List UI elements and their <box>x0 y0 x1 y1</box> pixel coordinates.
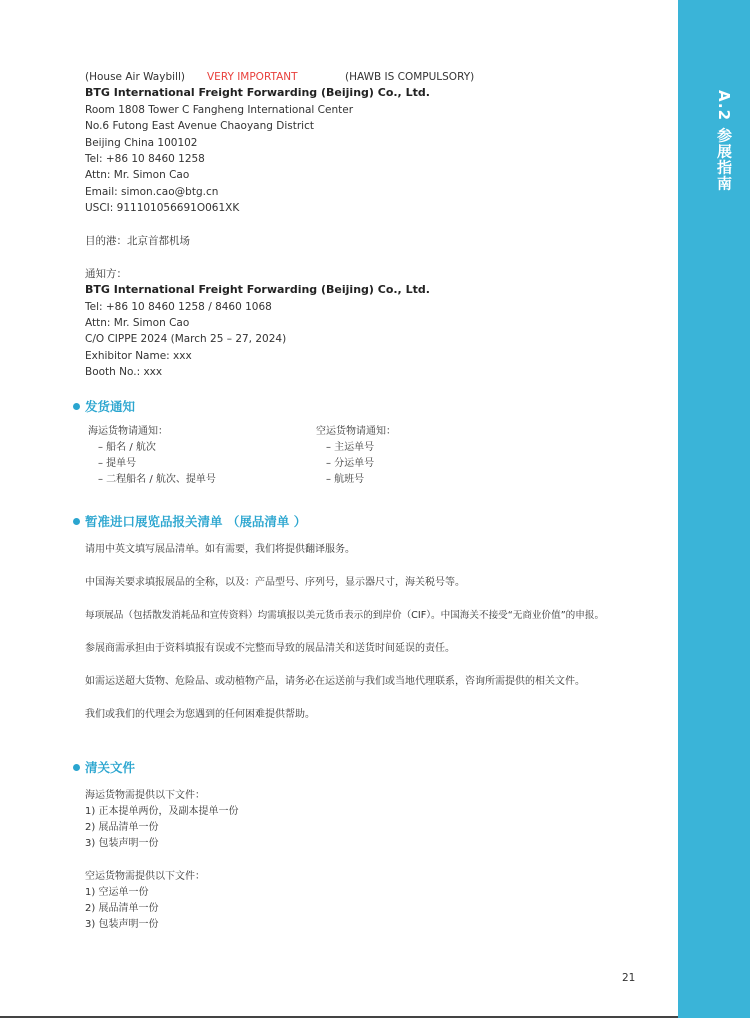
section-title-text: 发货通知 <box>85 399 136 414</box>
notify-line: Attn: Mr. Simon Cao <box>85 317 190 330</box>
list-item: – 提单号 <box>98 458 137 469</box>
bullet-icon <box>73 764 80 771</box>
customs-paragraphs <box>85 542 665 723</box>
notify-line: C/O CIPPE 2024 (March 25 – 27, 2024) <box>85 333 287 346</box>
paragraph: 中国海关要求填报展品的全称，以及：产品型号、序列号，显示器尺寸，海关税号等。 <box>85 577 465 588</box>
list-item: – 船名 / 航次 <box>98 442 156 453</box>
address-line: No.6 Futong East Avenue Chaoyang District <box>85 120 314 133</box>
phone-line: Tel: +86 10 8460 1258 <box>85 152 205 165</box>
attn-line: Attn: Mr. Simon Cao <box>85 169 190 182</box>
notify-company: BTG International Freight Forwarding (Beijing) Co., Ltd. <box>85 283 430 297</box>
list-item: 3) 包装声明一份 <box>85 838 159 849</box>
compulsory-label: (HAWB IS COMPULSORY) <box>345 71 475 83</box>
list-item: 1) 空运单一份 <box>85 887 149 898</box>
sea-notice-list <box>88 424 216 488</box>
clearance-docs-list <box>85 788 238 933</box>
list-item: 2) 展品清单一份 <box>85 822 159 833</box>
notify-line: Tel: +86 10 8460 1258 / 8460 1068 <box>85 300 272 313</box>
section-title-clearance-docs <box>73 759 135 777</box>
air-docs-heading: 空运货物需提供以下文件： <box>85 871 205 882</box>
paragraph: 请用中英文填写展品清单。如有需要，我们将提供翻译服务。 <box>85 544 355 555</box>
list-item: – 航班号 <box>326 474 365 485</box>
sea-notice-heading: 海运货物请通知： <box>88 426 168 437</box>
email-line: Email: simon.cao@btg.cn <box>85 185 219 198</box>
page-number: 21 <box>622 972 636 984</box>
list-item: – 分运单号 <box>326 458 375 469</box>
air-notice-list <box>316 424 396 488</box>
chapter-title: A.2 参展指南 <box>715 90 733 192</box>
sidebar-band <box>678 0 750 1018</box>
list-item: – 主运单号 <box>326 442 375 453</box>
hawb-label: (House Air Waybill) <box>85 71 185 83</box>
section-title-text: 清关文件 <box>85 760 136 775</box>
destination-line: 目的港：北京首都机场 <box>85 235 190 248</box>
notify-label: 通知方： <box>85 267 127 280</box>
paragraph: 我们或我们的代理会为您遇到的任何困难提供帮助。 <box>85 709 315 720</box>
paragraph: 每项展品（包括散发消耗品和宣传资料）均需填报以美元货币表示的到岸价（CIF）。中国海关不接受“无商业价值”的申报。 <box>85 610 605 621</box>
list-item: – 二程船名 / 航次、提单号 <box>98 474 216 485</box>
section-title-text: 暂准进口展览品报关清单 （展品清单 ） <box>85 514 307 529</box>
important-label: VERY IMPORTANT <box>207 71 298 83</box>
paragraph: 如需运送超大货物、危险品、或动植物产品，请务必在运送前与我们或当地代理联系，咨询所需提供的相关文件。 <box>85 676 585 687</box>
section-title-customs-list <box>73 513 306 531</box>
list-item: 2) 展品清单一份 <box>85 903 159 914</box>
bullet-icon <box>73 518 80 525</box>
address-line: Beijing China 100102 <box>85 136 198 149</box>
consignee-company: BTG International Freight Forwarding (Beijing) Co., Ltd. <box>85 86 430 100</box>
hawb-line <box>85 69 665 85</box>
air-notice-heading: 空运货物请通知： <box>316 426 396 437</box>
address-line: Room 1808 Tower C Fangheng International Center <box>85 103 354 116</box>
list-item: 1) 正本提单两份，及副本提单一份 <box>85 806 239 817</box>
list-item: 3) 包装声明一份 <box>85 919 159 930</box>
notify-line: Booth No.: xxx <box>85 366 163 379</box>
address-block <box>85 69 665 381</box>
usci-line: USCI: 911101056691O061XK <box>85 202 240 215</box>
bullet-icon <box>73 403 80 410</box>
notify-line: Exhibitor Name: xxx <box>85 349 192 362</box>
paragraph: 参展商需承担由于资料填报有误或不完整而导致的展品清关和送货时间延误的责任。 <box>85 643 455 654</box>
sea-docs-heading: 海运货物需提供以下文件： <box>85 790 205 801</box>
section-title-shipping-notice <box>73 398 135 416</box>
